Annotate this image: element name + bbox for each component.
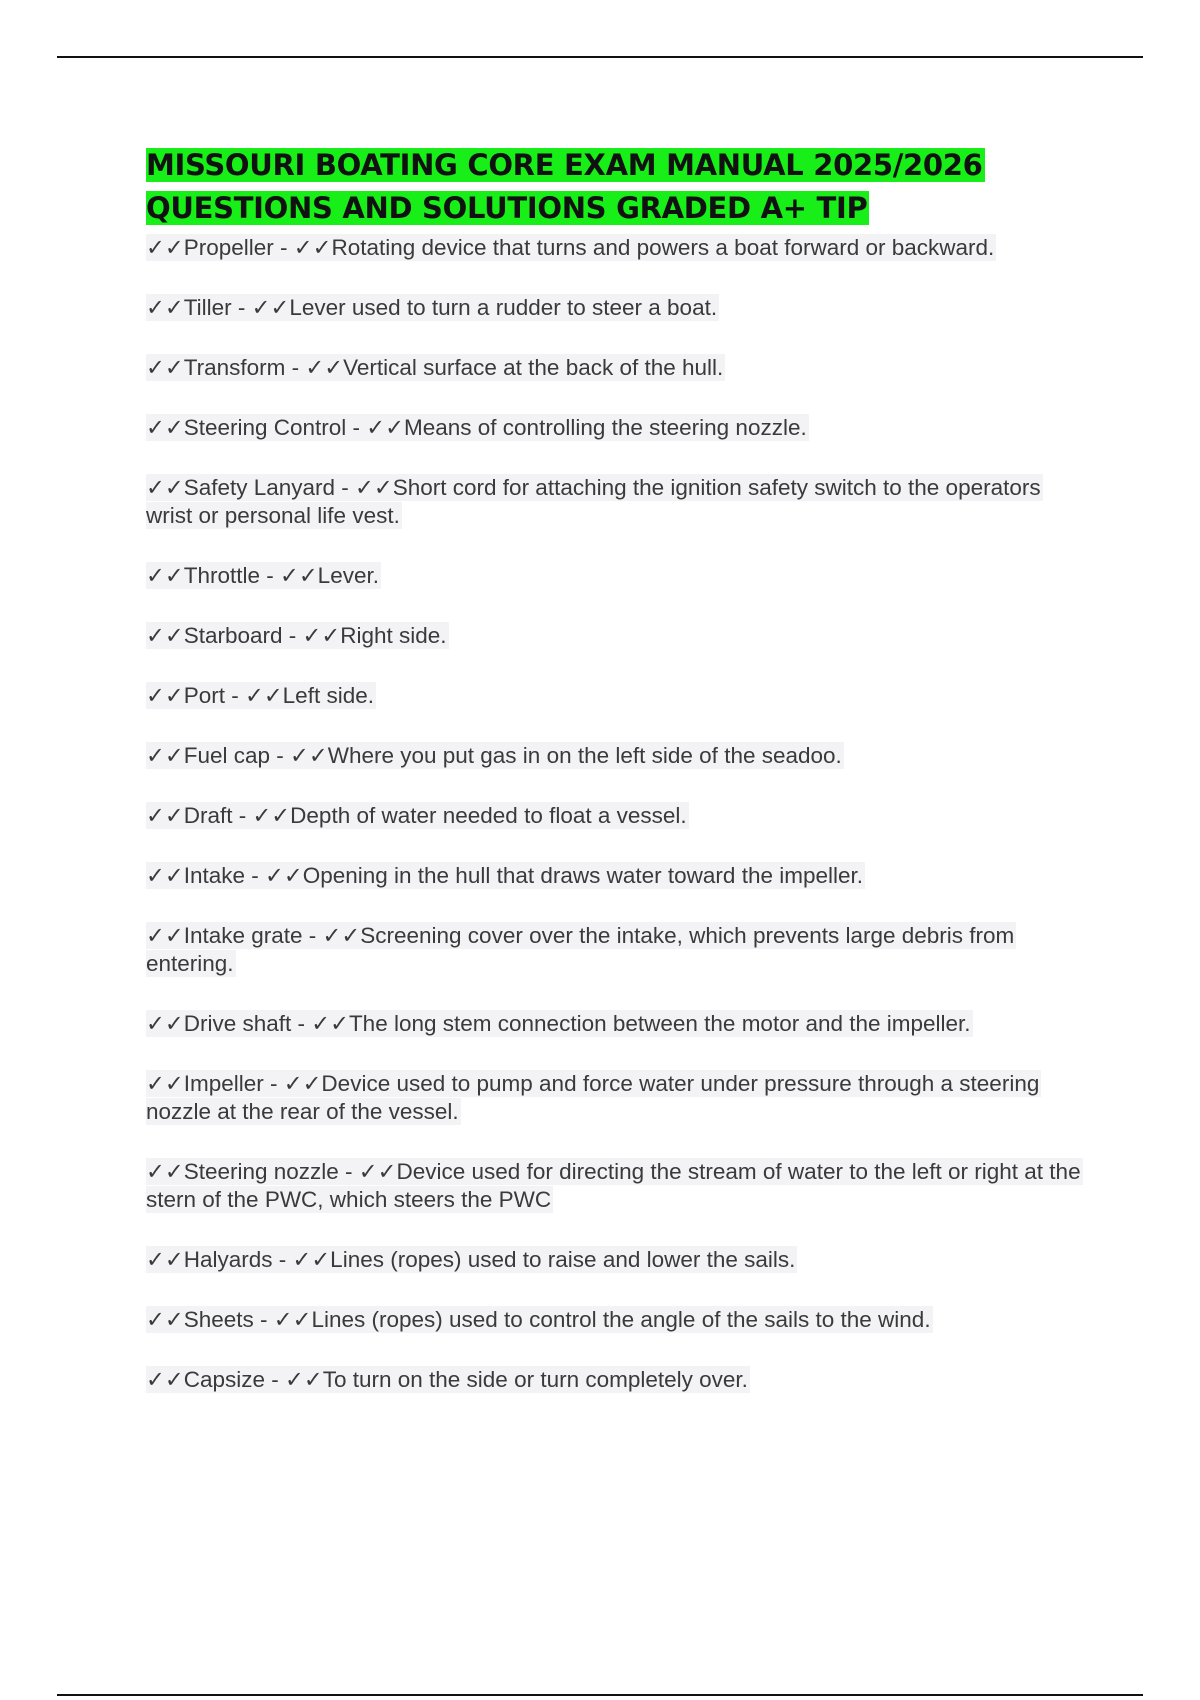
term-definition: ✓✓Steering nozzle - ✓✓Device used for directing the stream of water to the left or right at the stern of the PWC, which steers the PWC (146, 1159, 1081, 1212)
term-definition: ✓✓Fuel cap - ✓✓Where you put gas in on the left side of the seadoo. (146, 743, 842, 768)
term-definition: ✓✓Propeller - ✓✓Rotating device that turns and powers a boat forward or backward. (146, 235, 995, 260)
list-item (146, 1306, 1086, 1334)
term-definition: ✓✓Sheets - ✓✓Lines (ropes) used to control the angle of the sails to the wind. (146, 1307, 931, 1332)
list-item (146, 474, 1086, 530)
page-bottom-rule (57, 1694, 1143, 1696)
list-item (146, 234, 1086, 262)
term-definition: ✓✓Port - ✓✓Left side. (146, 683, 374, 708)
document-title (146, 144, 1086, 230)
term-definition: ✓✓Safety Lanyard - ✓✓Short cord for attaching the ignition safety switch to the operators wrist or personal life vest. (146, 475, 1041, 528)
term-definition: ✓✓Intake - ✓✓Opening in the hull that draws water toward the impeller. (146, 863, 864, 888)
list-item (146, 1246, 1086, 1274)
list-item (146, 354, 1086, 382)
term-definition: ✓✓Tiller - ✓✓Lever used to turn a rudder to steer a boat. (146, 295, 718, 320)
document-body (146, 144, 1086, 1426)
term-definition: ✓✓Throttle - ✓✓Lever. (146, 563, 379, 588)
list-item (146, 622, 1086, 650)
term-definition: ✓✓Drive shaft - ✓✓The long stem connection between the motor and the impeller. (146, 1011, 971, 1036)
title-line-2: QUESTIONS AND SOLUTIONS GRADED A+ TIP (146, 191, 868, 225)
term-definition: ✓✓Halyards - ✓✓Lines (ropes) used to raise and lower the sails. (146, 1247, 796, 1272)
list-item (146, 562, 1086, 590)
list-item (146, 682, 1086, 710)
list-item (146, 1010, 1086, 1038)
term-definition: ✓✓Capsize - ✓✓To turn on the side or turn completely over. (146, 1367, 748, 1392)
list-item (146, 862, 1086, 890)
term-definition: ✓✓Intake grate - ✓✓Screening cover over the intake, which prevents large debris from entering. (146, 923, 1015, 976)
term-definition: ✓✓Impeller - ✓✓Device used to pump and force water under pressure through a steering nozzle at the rear of the vessel. (146, 1071, 1040, 1124)
list-item (146, 802, 1086, 830)
term-definition: ✓✓Starboard - ✓✓Right side. (146, 623, 447, 648)
page-top-rule (57, 56, 1143, 58)
list-item (146, 1070, 1086, 1126)
term-list (146, 234, 1086, 1394)
list-item (146, 294, 1086, 322)
term-definition: ✓✓Draft - ✓✓Depth of water needed to float a vessel. (146, 803, 687, 828)
term-definition: ✓✓Transform - ✓✓Vertical surface at the back of the hull. (146, 355, 724, 380)
list-item (146, 414, 1086, 442)
list-item (146, 742, 1086, 770)
term-definition: ✓✓Steering Control - ✓✓Means of controlling the steering nozzle. (146, 415, 807, 440)
list-item (146, 1366, 1086, 1394)
list-item (146, 922, 1086, 978)
list-item (146, 1158, 1086, 1214)
title-line-1: MISSOURI BOATING CORE EXAM MANUAL 2025/2026 (146, 148, 983, 182)
